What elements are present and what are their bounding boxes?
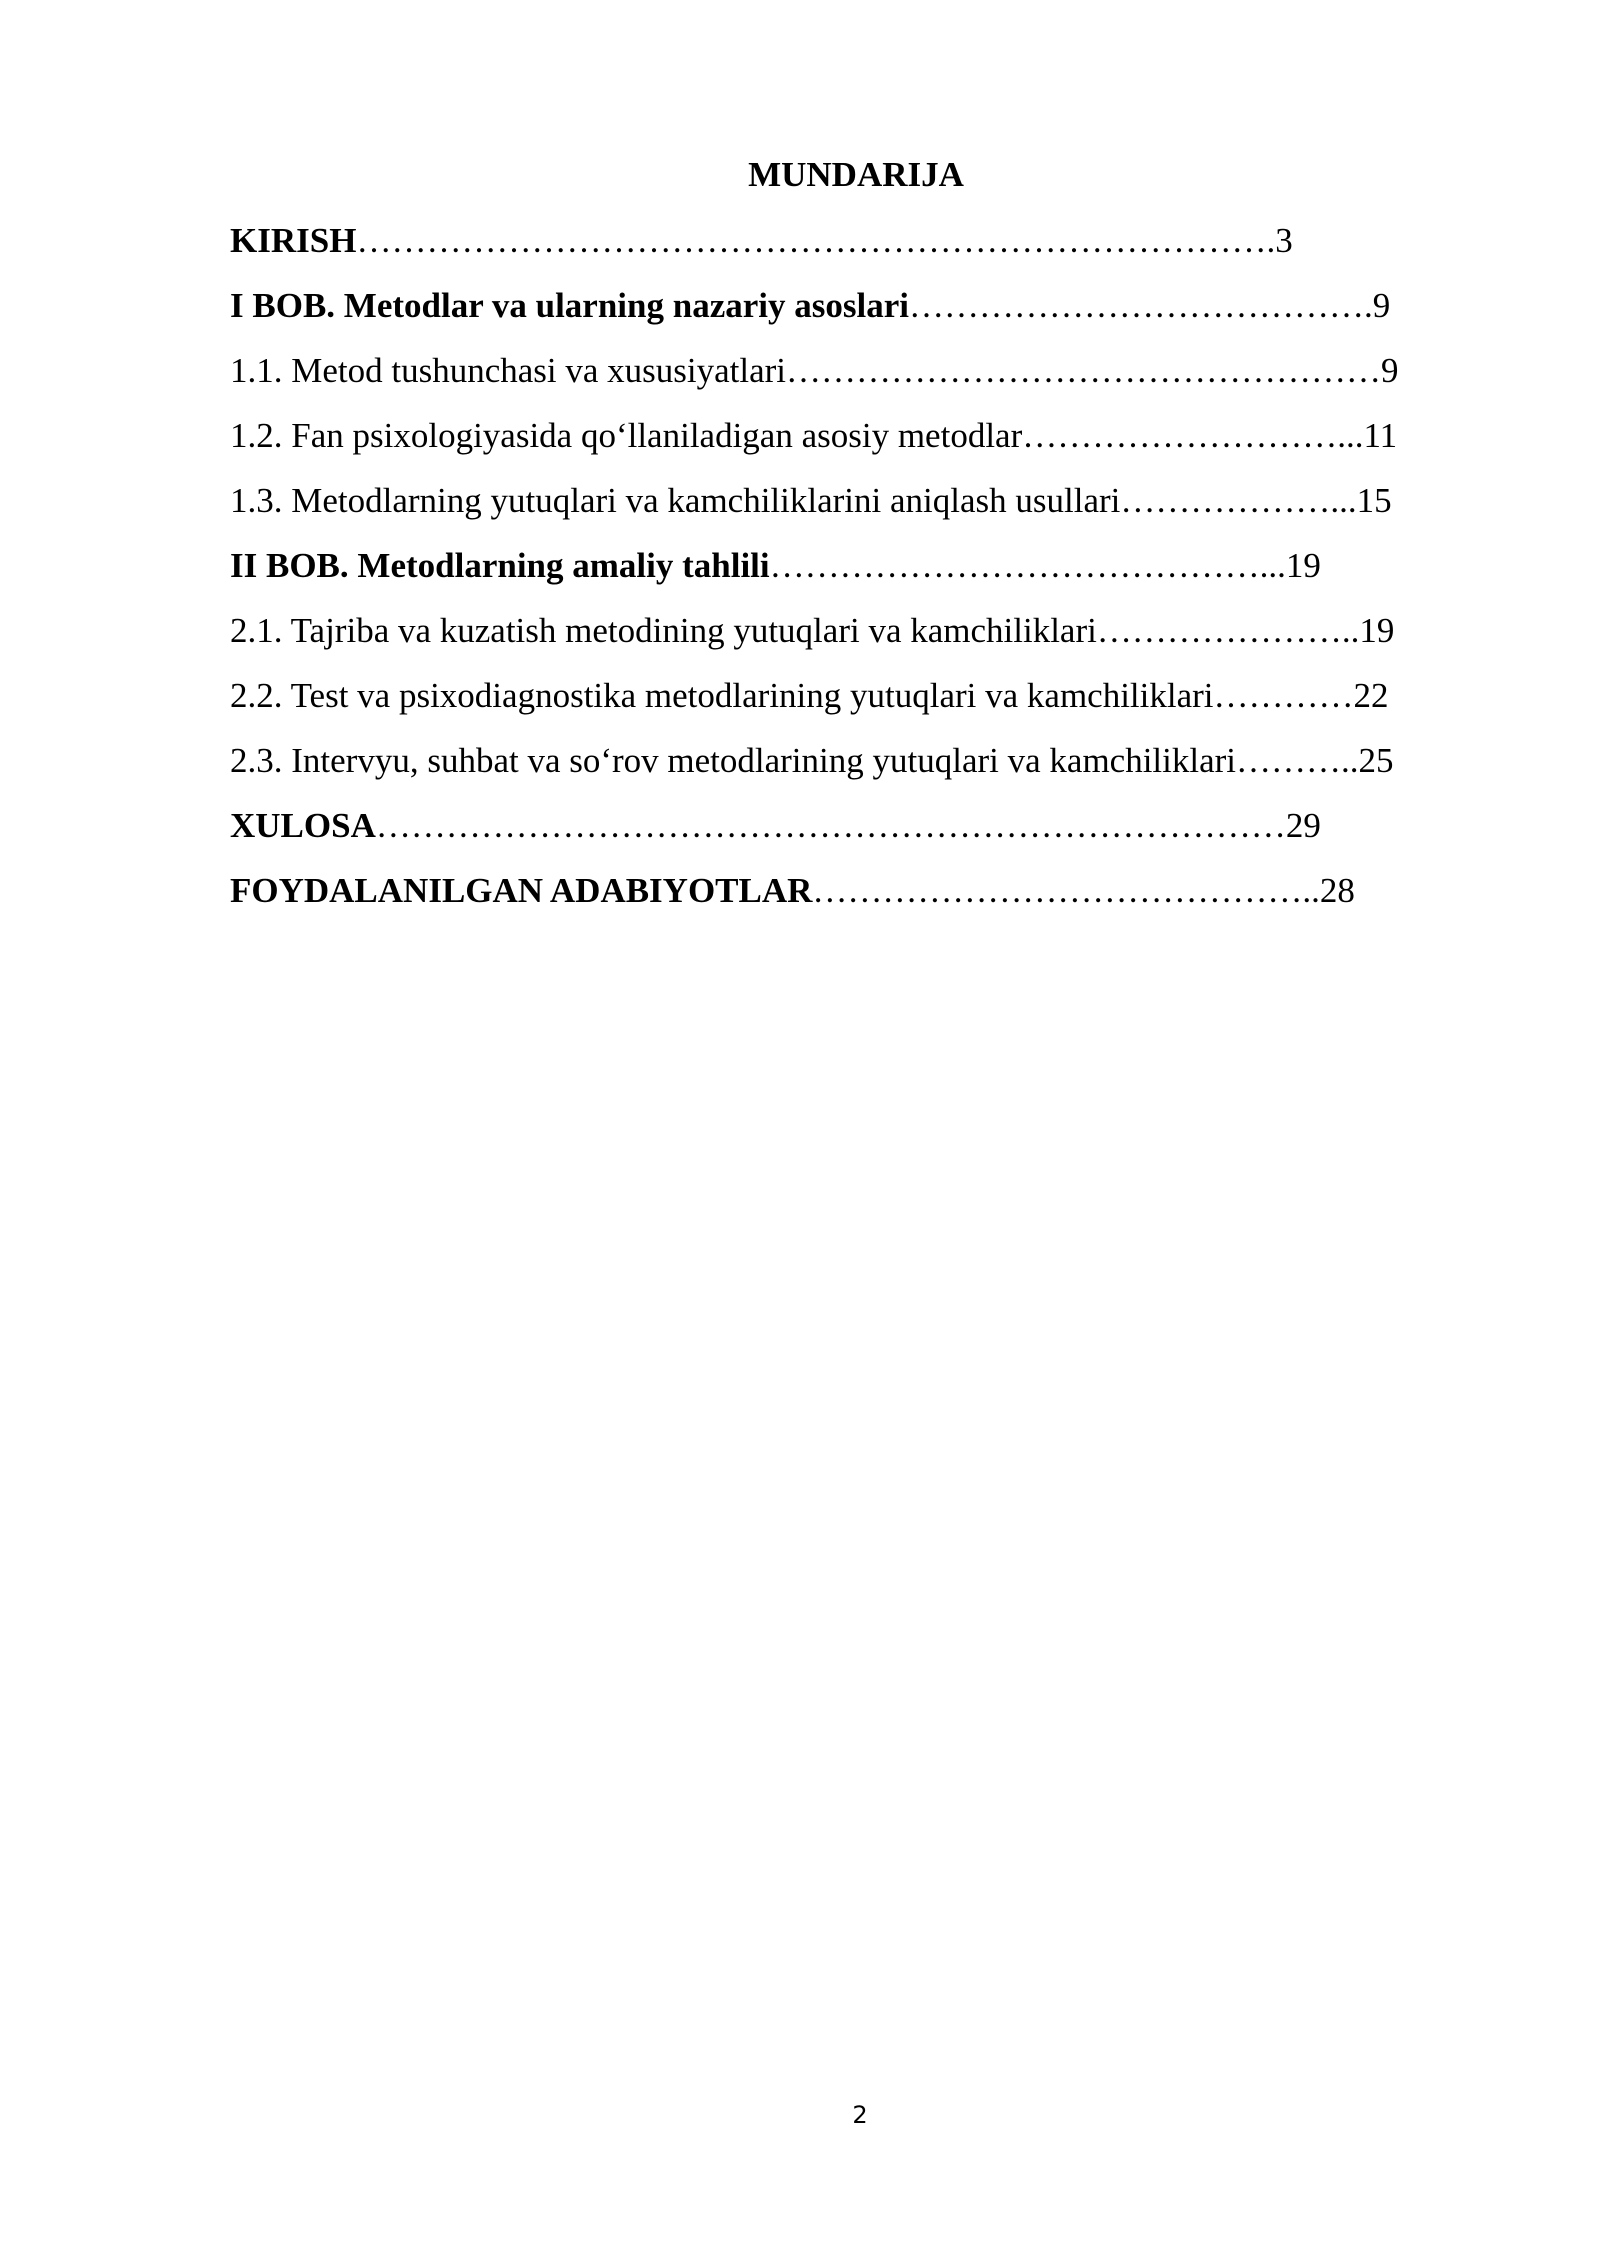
toc-entry-title: XULOSA (230, 806, 376, 845)
toc-entry-title: 1.2. Fan psixologiyasida qo‘llaniladigan asosiy metodlar (230, 416, 1023, 455)
toc-page-number: 19 (1285, 546, 1321, 585)
toc-dot-leader: …………………………………….. (812, 871, 1320, 910)
toc-page-number: 15 (1356, 481, 1392, 520)
toc-dot-leader: …………………………………………… (786, 351, 1382, 390)
toc-page-number: 22 (1353, 676, 1389, 715)
toc-dot-leader: ……………………………………………………………………. (356, 221, 1276, 260)
toc-entry-section-2-1[interactable] (230, 605, 1490, 670)
toc-dot-leader: …………………………………………………………………… (375, 806, 1286, 845)
page-number: 2 (852, 2101, 868, 2129)
page-title: MUNDARIJA (748, 155, 964, 194)
toc-entry-title: 2.1. Tajriba va kuzatish metodining yutuqlari va kamchiliklari (230, 611, 1097, 650)
toc-entry-chapter-2[interactable] (230, 540, 1490, 605)
toc-dot-leader: ……………………………………... (769, 546, 1286, 585)
toc-entry-title: I BOB. Metodlar va ularning nazariy asoslari (230, 286, 909, 325)
toc-dot-leader: ………………………... (1022, 416, 1364, 455)
toc-dot-leader: ……….. (1236, 741, 1359, 780)
toc-entry-title: FOYDALANILGAN ADABIYOTLAR (230, 871, 813, 910)
toc-entry-chapter-1[interactable] (230, 280, 1490, 345)
toc-entry-section-1-1[interactable] (230, 345, 1490, 410)
toc-page-number: 9 (1381, 351, 1399, 390)
toc-entry-title: 1.3. Metodlarning yutuqlari va kamchiliklarini aniqlash usullari (230, 481, 1121, 520)
toc-entry-title: KIRISH (230, 221, 357, 260)
toc-page-number: 19 (1359, 611, 1395, 650)
toc-entry-bibliography[interactable] (230, 865, 1490, 930)
toc-entry-title: II BOB. Metodlarning amaliy tahlili (230, 546, 770, 585)
toc-dot-leader: ………………... (1120, 481, 1357, 520)
toc-page-number: 29 (1285, 806, 1321, 845)
toc-entry-title: 2.2. Test va psixodiagnostika metodlarining yutuqlari va kamchiliklari (230, 676, 1214, 715)
toc-entry-kirish[interactable] (230, 215, 1490, 280)
toc-page-number: 9 (1372, 286, 1391, 325)
toc-entry-section-2-2[interactable] (230, 670, 1490, 735)
toc-page-number: 3 (1275, 221, 1293, 260)
table-of-contents (230, 215, 1490, 930)
toc-page-number: 11 (1363, 416, 1398, 455)
toc-page-number: 28 (1319, 871, 1355, 910)
toc-dot-leader: ………………….. (1096, 611, 1360, 650)
toc-dot-leader: ………… (1213, 676, 1354, 715)
toc-entry-xulosa[interactable] (230, 800, 1490, 865)
toc-dot-leader: …………………………………. (908, 286, 1373, 325)
toc-entry-title: 1.1. Metod tushunchasi va xususiyatlari (230, 351, 787, 390)
toc-page-number: 25 (1358, 741, 1394, 780)
toc-entry-section-1-3[interactable] (230, 475, 1490, 540)
toc-entry-section-2-3[interactable] (230, 735, 1490, 800)
toc-entry-title: 2.3. Intervyu, suhbat va so‘rov metodlarining yutuqlari va kamchiliklari (230, 741, 1237, 780)
toc-entry-section-1-2[interactable] (230, 410, 1490, 475)
